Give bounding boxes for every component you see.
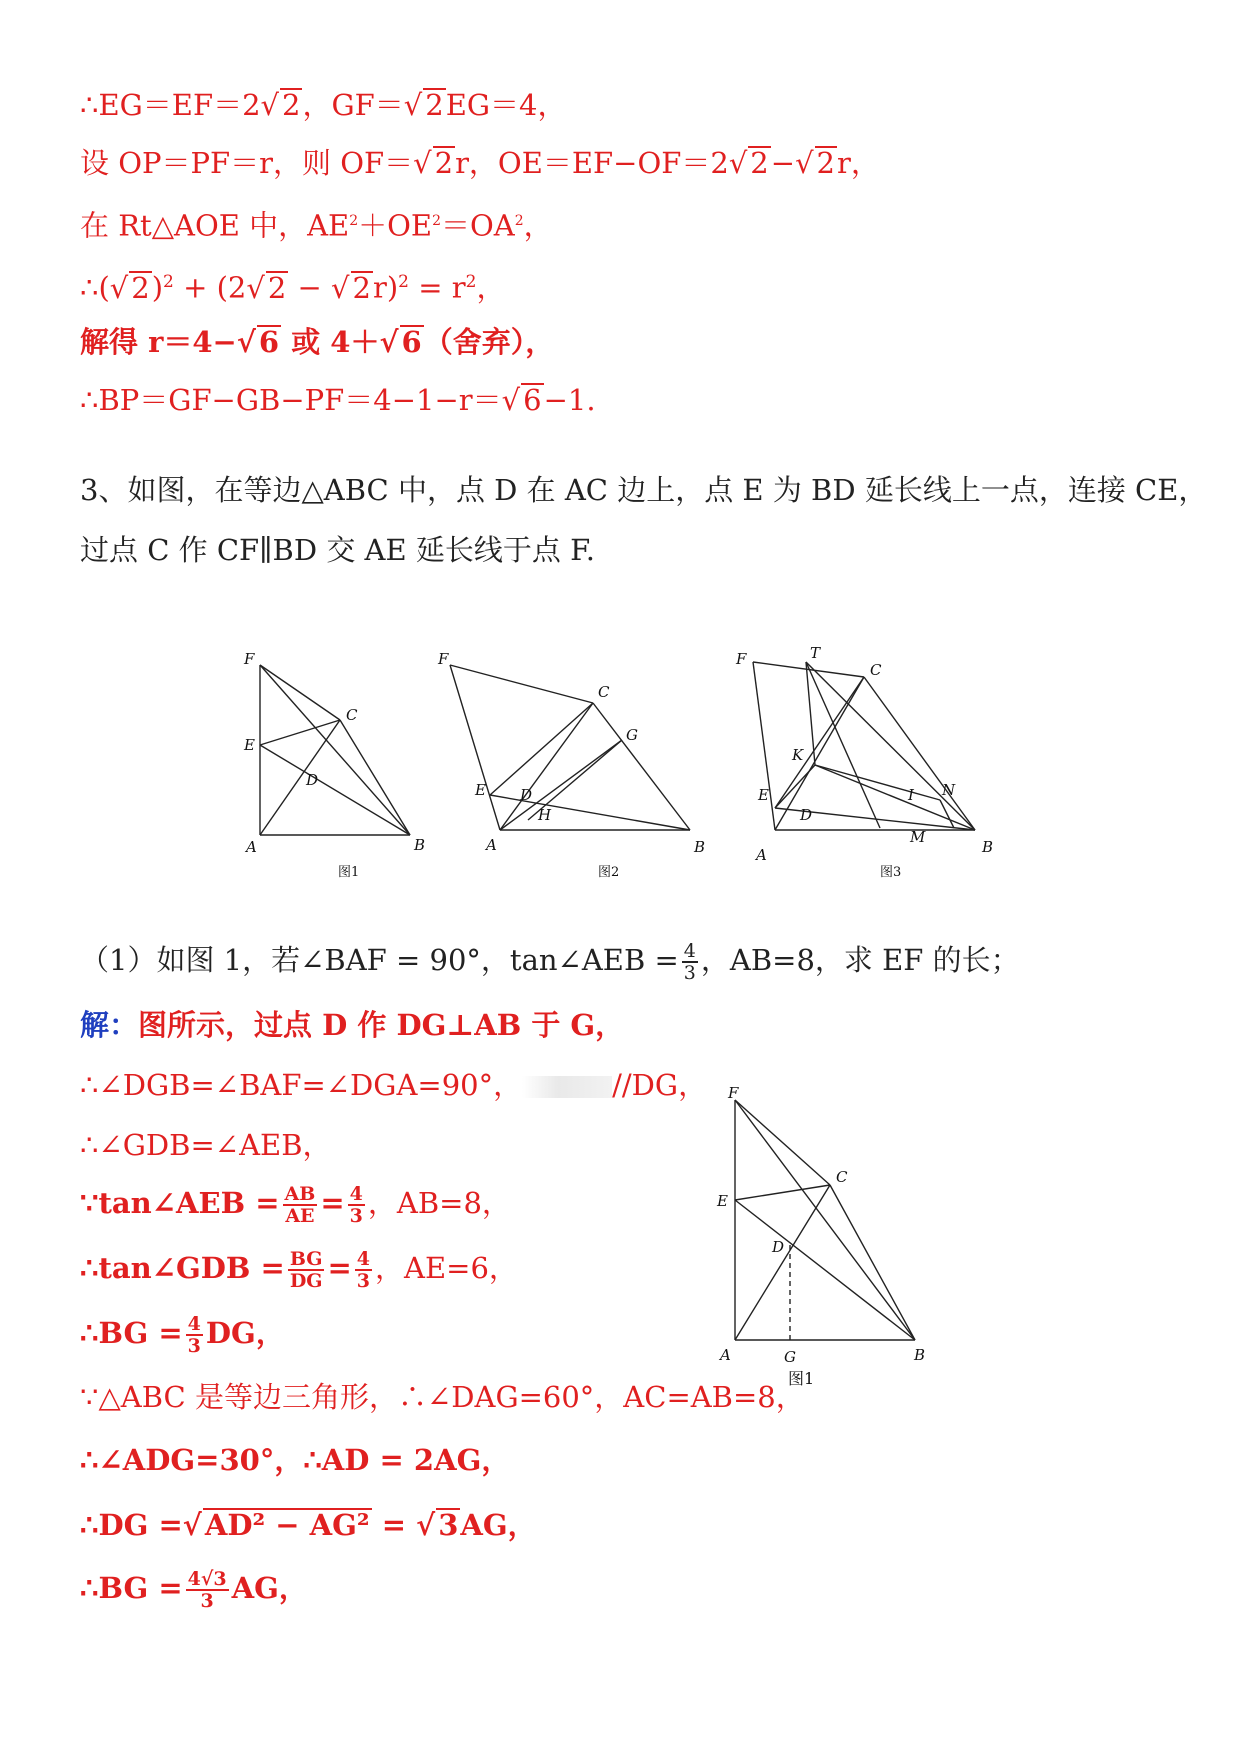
text: − <box>770 146 796 180</box>
text: ∴( <box>80 270 110 305</box>
label-K: K <box>792 746 804 764</box>
text: r，OE＝EF−OF＝2 <box>455 146 729 180</box>
text: 在 Rt△AOE 中，AE <box>80 208 350 243</box>
label-D: D <box>520 786 533 804</box>
sqrt <box>400 325 424 357</box>
label-C: C <box>346 706 358 724</box>
solution-label: 解： <box>80 1008 139 1042</box>
label-T: T <box>810 644 821 662</box>
text: ) <box>151 270 164 305</box>
sol-line-2 <box>80 143 880 183</box>
figure-1-caption: 图1 <box>338 865 360 880</box>
sqrt-val: 3 <box>438 1508 459 1542</box>
sup: 2 <box>163 272 174 292</box>
fraction <box>288 1249 325 1291</box>
label-F: F <box>736 650 747 668</box>
radical-sign: √ <box>379 325 399 359</box>
text: AG， <box>231 1571 308 1605</box>
num: AB <box>284 1183 316 1205</box>
sup: 2 <box>465 272 477 292</box>
sup: 2 <box>349 213 359 229</box>
label-F: F <box>244 650 255 668</box>
sqrt-val: 2 <box>282 88 301 122</box>
num: 4 <box>356 1248 371 1270</box>
text: ，AE=6， <box>375 1251 518 1285</box>
label-D: D <box>772 1238 785 1256</box>
sqrt-val: 2 <box>425 88 444 122</box>
label-E: E <box>758 786 769 804</box>
label-G: G <box>784 1348 796 1366</box>
sqrt-val: 2 <box>750 146 769 180</box>
label-F: F <box>438 650 449 668</box>
text: 图所示，过点 D 作 DG⊥AB 于 G， <box>138 1008 625 1042</box>
fraction <box>355 1249 372 1291</box>
sol-4 <box>80 1183 511 1226</box>
sqrt <box>257 325 281 357</box>
figure-3-caption: 图3 <box>880 865 902 880</box>
sqrt <box>436 1508 460 1540</box>
figure-1-large <box>710 1080 950 1400</box>
radical-sign: √ <box>728 146 748 180</box>
smudge <box>522 1076 612 1098</box>
sqrt <box>280 88 302 120</box>
sqrt-val: 2 <box>352 270 371 305</box>
label-A: A <box>486 836 497 854</box>
sup: 2 <box>432 213 442 229</box>
label-H: H <box>538 806 552 824</box>
text: ＋OE <box>358 208 433 243</box>
text: ，AB=8， <box>367 1186 511 1220</box>
radical-sign: √ <box>331 270 350 305</box>
label-E: E <box>475 781 486 799</box>
fraction <box>186 1569 229 1611</box>
problem-line-1: 3、如图，在等边△ABC 中，点 D 在 AC 边上，点 E 为 BD 延长线上一点，连接 CE， <box>80 473 1208 507</box>
label-E: E <box>717 1192 728 1210</box>
radical-sign: √ <box>236 325 256 359</box>
num: BG <box>289 1248 323 1270</box>
text: ，GF＝ <box>302 88 404 122</box>
sqrt-val: 2 <box>816 146 835 180</box>
label-N: N <box>942 781 956 799</box>
sqrt-val: 6 <box>401 325 422 359</box>
sqrt <box>748 146 770 178</box>
sol-6 <box>80 1313 285 1356</box>
label-G: G <box>626 726 638 744</box>
radical-sign: √ <box>403 88 423 122</box>
problem-line-2: 过点 C 作 CF∥BD 交 AE 延长线于点 F. <box>80 533 595 567</box>
figure-2 <box>430 640 706 880</box>
fraction <box>348 1184 365 1226</box>
sqrt-val: 2 <box>131 270 150 305</box>
sqrt <box>433 146 455 178</box>
sup: 2 <box>398 272 409 292</box>
label-C: C <box>870 661 882 679</box>
label-C: C <box>598 683 610 701</box>
sup: 2 <box>514 213 524 229</box>
fraction <box>186 1314 203 1356</box>
text: DG， <box>205 1316 285 1350</box>
text: ∴EG＝EF＝2 <box>80 88 261 122</box>
sqrt <box>351 271 373 303</box>
sol-10 <box>80 1568 308 1611</box>
label-D: D <box>306 771 319 789</box>
text: ∴BP＝GF−GB−PF＝4−1−r＝ <box>80 383 502 417</box>
text: − <box>288 270 332 305</box>
text: ∴BG = <box>80 1571 183 1605</box>
figure-2-caption: 图2 <box>598 865 620 880</box>
sqrt <box>129 271 151 303</box>
text: ， <box>476 270 506 305</box>
sqrt <box>423 88 445 120</box>
text: ∵tan∠AEB = <box>80 1186 280 1220</box>
radical-sign: √ <box>795 146 814 180</box>
den: 3 <box>187 1335 201 1357</box>
sqrt-val: 2 <box>434 146 454 180</box>
sol-5 <box>80 1248 518 1291</box>
text: ＝OA <box>441 208 515 243</box>
sol-9 <box>80 1505 537 1545</box>
sol-8: ∴∠ADG=30°，∴AD = 2AG， <box>80 1443 511 1477</box>
radical-sign: √ <box>109 270 129 305</box>
sqrt-val: 6 <box>258 325 280 359</box>
den: AE <box>285 1205 315 1227</box>
text: ，AB=8，求 EF 的长； <box>700 943 1020 977</box>
text: = <box>327 1251 352 1285</box>
label-B: B <box>694 838 706 856</box>
text: −1. <box>543 383 596 417</box>
label-B: B <box>982 838 994 856</box>
text: ∴DG = <box>80 1508 183 1542</box>
text: r) <box>372 270 399 305</box>
sqrt-val: 6 <box>523 383 542 417</box>
radical-sign: √ <box>413 146 432 180</box>
text: //DG， <box>612 1068 708 1102</box>
text: EG＝4， <box>445 88 567 122</box>
figure-3 <box>720 640 1000 880</box>
label-E: E <box>244 736 255 754</box>
fraction <box>283 1184 318 1226</box>
radical-sign: √ <box>260 88 280 122</box>
label-C: C <box>836 1168 848 1186</box>
num: 4 <box>683 940 696 962</box>
radical-sign: √ <box>246 270 265 305</box>
sqrt <box>815 146 837 178</box>
text: = r <box>409 270 466 305</box>
label-D: D <box>800 806 813 824</box>
sqrt-val: 2 <box>267 270 287 305</box>
text: 设 OP＝PF＝r，则 OF＝ <box>80 146 414 180</box>
text: + (2 <box>173 270 247 305</box>
text: 或 4＋ <box>281 325 380 359</box>
part-1-question <box>80 940 1020 983</box>
den: 3 <box>683 962 696 984</box>
num: 4√3 <box>187 1568 227 1590</box>
text: ∴∠DGB=∠BAF=∠DGA=90°， <box>80 1068 523 1102</box>
sqrt <box>203 1508 372 1540</box>
label-A: A <box>720 1346 731 1364</box>
figure-1 <box>240 640 440 880</box>
label-F: F <box>728 1084 739 1102</box>
num: 4 <box>187 1313 201 1335</box>
den: 3 <box>200 1590 214 1612</box>
den: DG <box>289 1270 323 1292</box>
label-B: B <box>414 836 426 854</box>
sol-line-1 <box>80 85 567 125</box>
sol-7: ∵△ABC 是等边三角形，∴∠DAG=60°，AC=AB=8， <box>80 1380 805 1414</box>
figure-1-large-caption: 图1 <box>788 1369 815 1388</box>
den: 3 <box>356 1270 371 1292</box>
radical-sign: √ <box>501 383 521 417</box>
sol-line-4 <box>80 262 505 308</box>
sol-line-6 <box>80 380 596 420</box>
text: r， <box>837 146 880 180</box>
sqrt-val: AD² − AG² <box>204 1508 370 1542</box>
sol-line-5 <box>80 322 554 362</box>
label-A: A <box>246 838 257 856</box>
text: ∴BG = <box>80 1316 183 1350</box>
sol-3: ∴∠GDB=∠AEB， <box>80 1128 332 1162</box>
sol-line-3 <box>80 201 553 246</box>
text: ， <box>523 208 553 243</box>
text: （舍弃）， <box>423 325 555 359</box>
text: （1）如图 1，若∠BAF = 90°，tan∠AEB = <box>80 943 679 977</box>
den: 3 <box>349 1205 363 1227</box>
text: = <box>320 1186 345 1220</box>
num: 4 <box>349 1183 363 1205</box>
label-M: M <box>910 828 926 846</box>
label-A: A <box>756 846 767 864</box>
fraction <box>682 941 698 983</box>
text: 解得 r＝4− <box>80 325 237 359</box>
text: AG， <box>460 1508 537 1542</box>
text: = <box>371 1508 417 1542</box>
sol-1 <box>80 1005 624 1045</box>
sqrt <box>521 383 543 415</box>
label-B: B <box>914 1346 926 1364</box>
sqrt <box>266 271 288 303</box>
label-I: I <box>908 786 914 804</box>
sol-2 <box>80 1065 707 1105</box>
text: ∴tan∠GDB = <box>80 1251 285 1285</box>
radical-sign: √ <box>182 1508 202 1542</box>
radical-sign: √ <box>416 1508 436 1542</box>
